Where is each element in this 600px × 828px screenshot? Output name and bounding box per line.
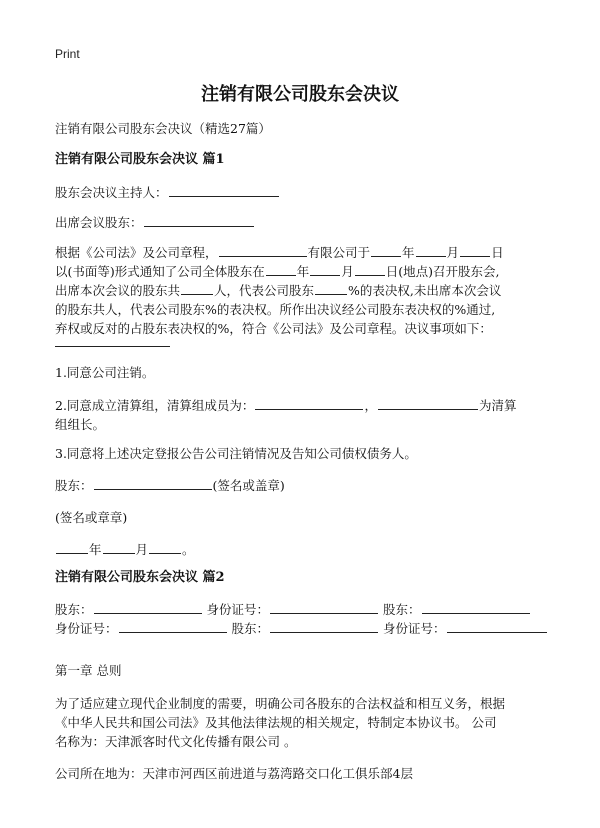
date-text: 年 (89, 542, 102, 557)
para-line-4: 的股东共人，代表公司股东%的表决权。所作出决议经公司股东表决权的%通过, (55, 302, 496, 317)
para-text: 以(书面等)形式通知了公司全体股东在 (55, 264, 265, 279)
para-line-2 (55, 262, 545, 281)
item-2-text: 为清算 (478, 398, 517, 413)
id-blank (447, 619, 547, 633)
section1-heading: 注销有限公司股东会决议 篇1 (55, 152, 225, 167)
shareholder-label: 股东： (383, 602, 421, 617)
para-text: 年 (402, 245, 415, 260)
company-address: 公司所在地为：天津市河西区前进道与荔湾路交口化工俱乐部4层 (55, 766, 413, 781)
liquidation-leader-blank (378, 396, 478, 410)
para-line-1 (55, 243, 545, 262)
item-2 (55, 396, 545, 415)
id-label: 身份证号： (383, 621, 446, 636)
meeting-day-blank (355, 262, 385, 276)
id-blank (119, 619, 227, 633)
shareholder-label: 股东： (231, 621, 270, 636)
print-link[interactable]: Print (55, 47, 80, 61)
item-2-text: 2.同意成立清算组，清算组成员为： (55, 398, 255, 413)
item-2-sep: ， (364, 398, 377, 413)
para-text: 月 (446, 245, 460, 260)
shareholder-blank (94, 600, 202, 614)
para-text: 日 (491, 245, 504, 260)
document-title: 注销有限公司股东会决议 (201, 84, 399, 105)
company-blank (219, 243, 307, 257)
para-2-line-3: 名称为：天津派客时代文化传播有限公司 。 (55, 734, 297, 749)
host-row (55, 183, 545, 202)
sign-year-blank (56, 540, 88, 554)
para-text: 年 (296, 264, 310, 279)
liquidation-member-blank (255, 396, 363, 410)
separator-rule (55, 346, 170, 347)
sign-label: (签名或盖章) (212, 478, 285, 493)
para-2-line-1: 为了适应建立现代企业制度的需要，明确公司各股东的合法权益和相互义务，根据 (55, 696, 506, 711)
date-text: 月 (135, 542, 149, 557)
shareholder-blank (422, 600, 530, 614)
para-text: 日(地点)召开股东会, (385, 264, 500, 279)
date-text: 。 (182, 542, 195, 557)
document-subtitle: 注销有限公司股东会决议（精选27篇） (55, 121, 271, 136)
shareholder-blank (270, 619, 378, 633)
meeting-year-blank (266, 262, 296, 276)
day-blank (460, 243, 490, 257)
para-text: 有限公司于 (307, 245, 371, 260)
shareholder-id-row-2 (55, 619, 545, 638)
date-row (55, 540, 545, 559)
para-text: 根据《公司法》及公司章程， (55, 245, 218, 260)
month-blank (416, 243, 446, 257)
id-label: 身份证号： (55, 621, 118, 636)
id-blank (270, 600, 378, 614)
para-text: 月 (341, 264, 354, 279)
year-blank (371, 243, 401, 257)
shareholder-id-row-1 (55, 600, 545, 619)
shareholder-label: 股东： (55, 478, 93, 493)
attend-blank (144, 213, 254, 227)
para-line-3 (55, 281, 545, 300)
shareholder-sign-row (55, 476, 545, 495)
para-text: 人，代表公司股东 (214, 283, 315, 298)
shareholder-label: 股东： (55, 602, 93, 617)
meeting-month-blank (310, 262, 340, 276)
section2-heading: 注销有限公司股东会决议 篇2 (55, 570, 225, 585)
sign-label-2: (签名或章章) (55, 510, 128, 525)
host-label: 股东会决议主持人： (55, 185, 168, 200)
attend-label: 出席会议股东： (55, 215, 143, 230)
para-text: 出席本次会议的股东共 (55, 283, 181, 298)
attendee-count-blank (181, 281, 213, 295)
chapter-1-heading: 第一章 总则 (55, 663, 122, 678)
item-3: 3.同意将上述决定登报公告公司注销情况及告知公司债权债务人。 (55, 446, 417, 461)
sign-day-blank (149, 540, 181, 554)
item-2-cont: 组组长。 (55, 417, 106, 432)
id-label: 身份证号： (206, 602, 270, 617)
para-text: %的表决权,未出席本次会议 (348, 283, 502, 298)
sign-month-blank (103, 540, 135, 554)
host-blank (169, 183, 279, 197)
para-line-5: 弃权或反对的占股东表决权的%，符合《公司法》及公司章程。决议事项如下： (55, 321, 492, 336)
para-2-line-2: 《中华人民共和国公司法》及其他法律法规的相关规定，特制定本协议书。 公司 (55, 715, 497, 730)
item-1: 1.同意公司注销。 (55, 365, 155, 380)
vote-percent-blank (315, 281, 347, 295)
attend-row (55, 213, 545, 232)
shareholder-sign-blank (94, 476, 212, 490)
